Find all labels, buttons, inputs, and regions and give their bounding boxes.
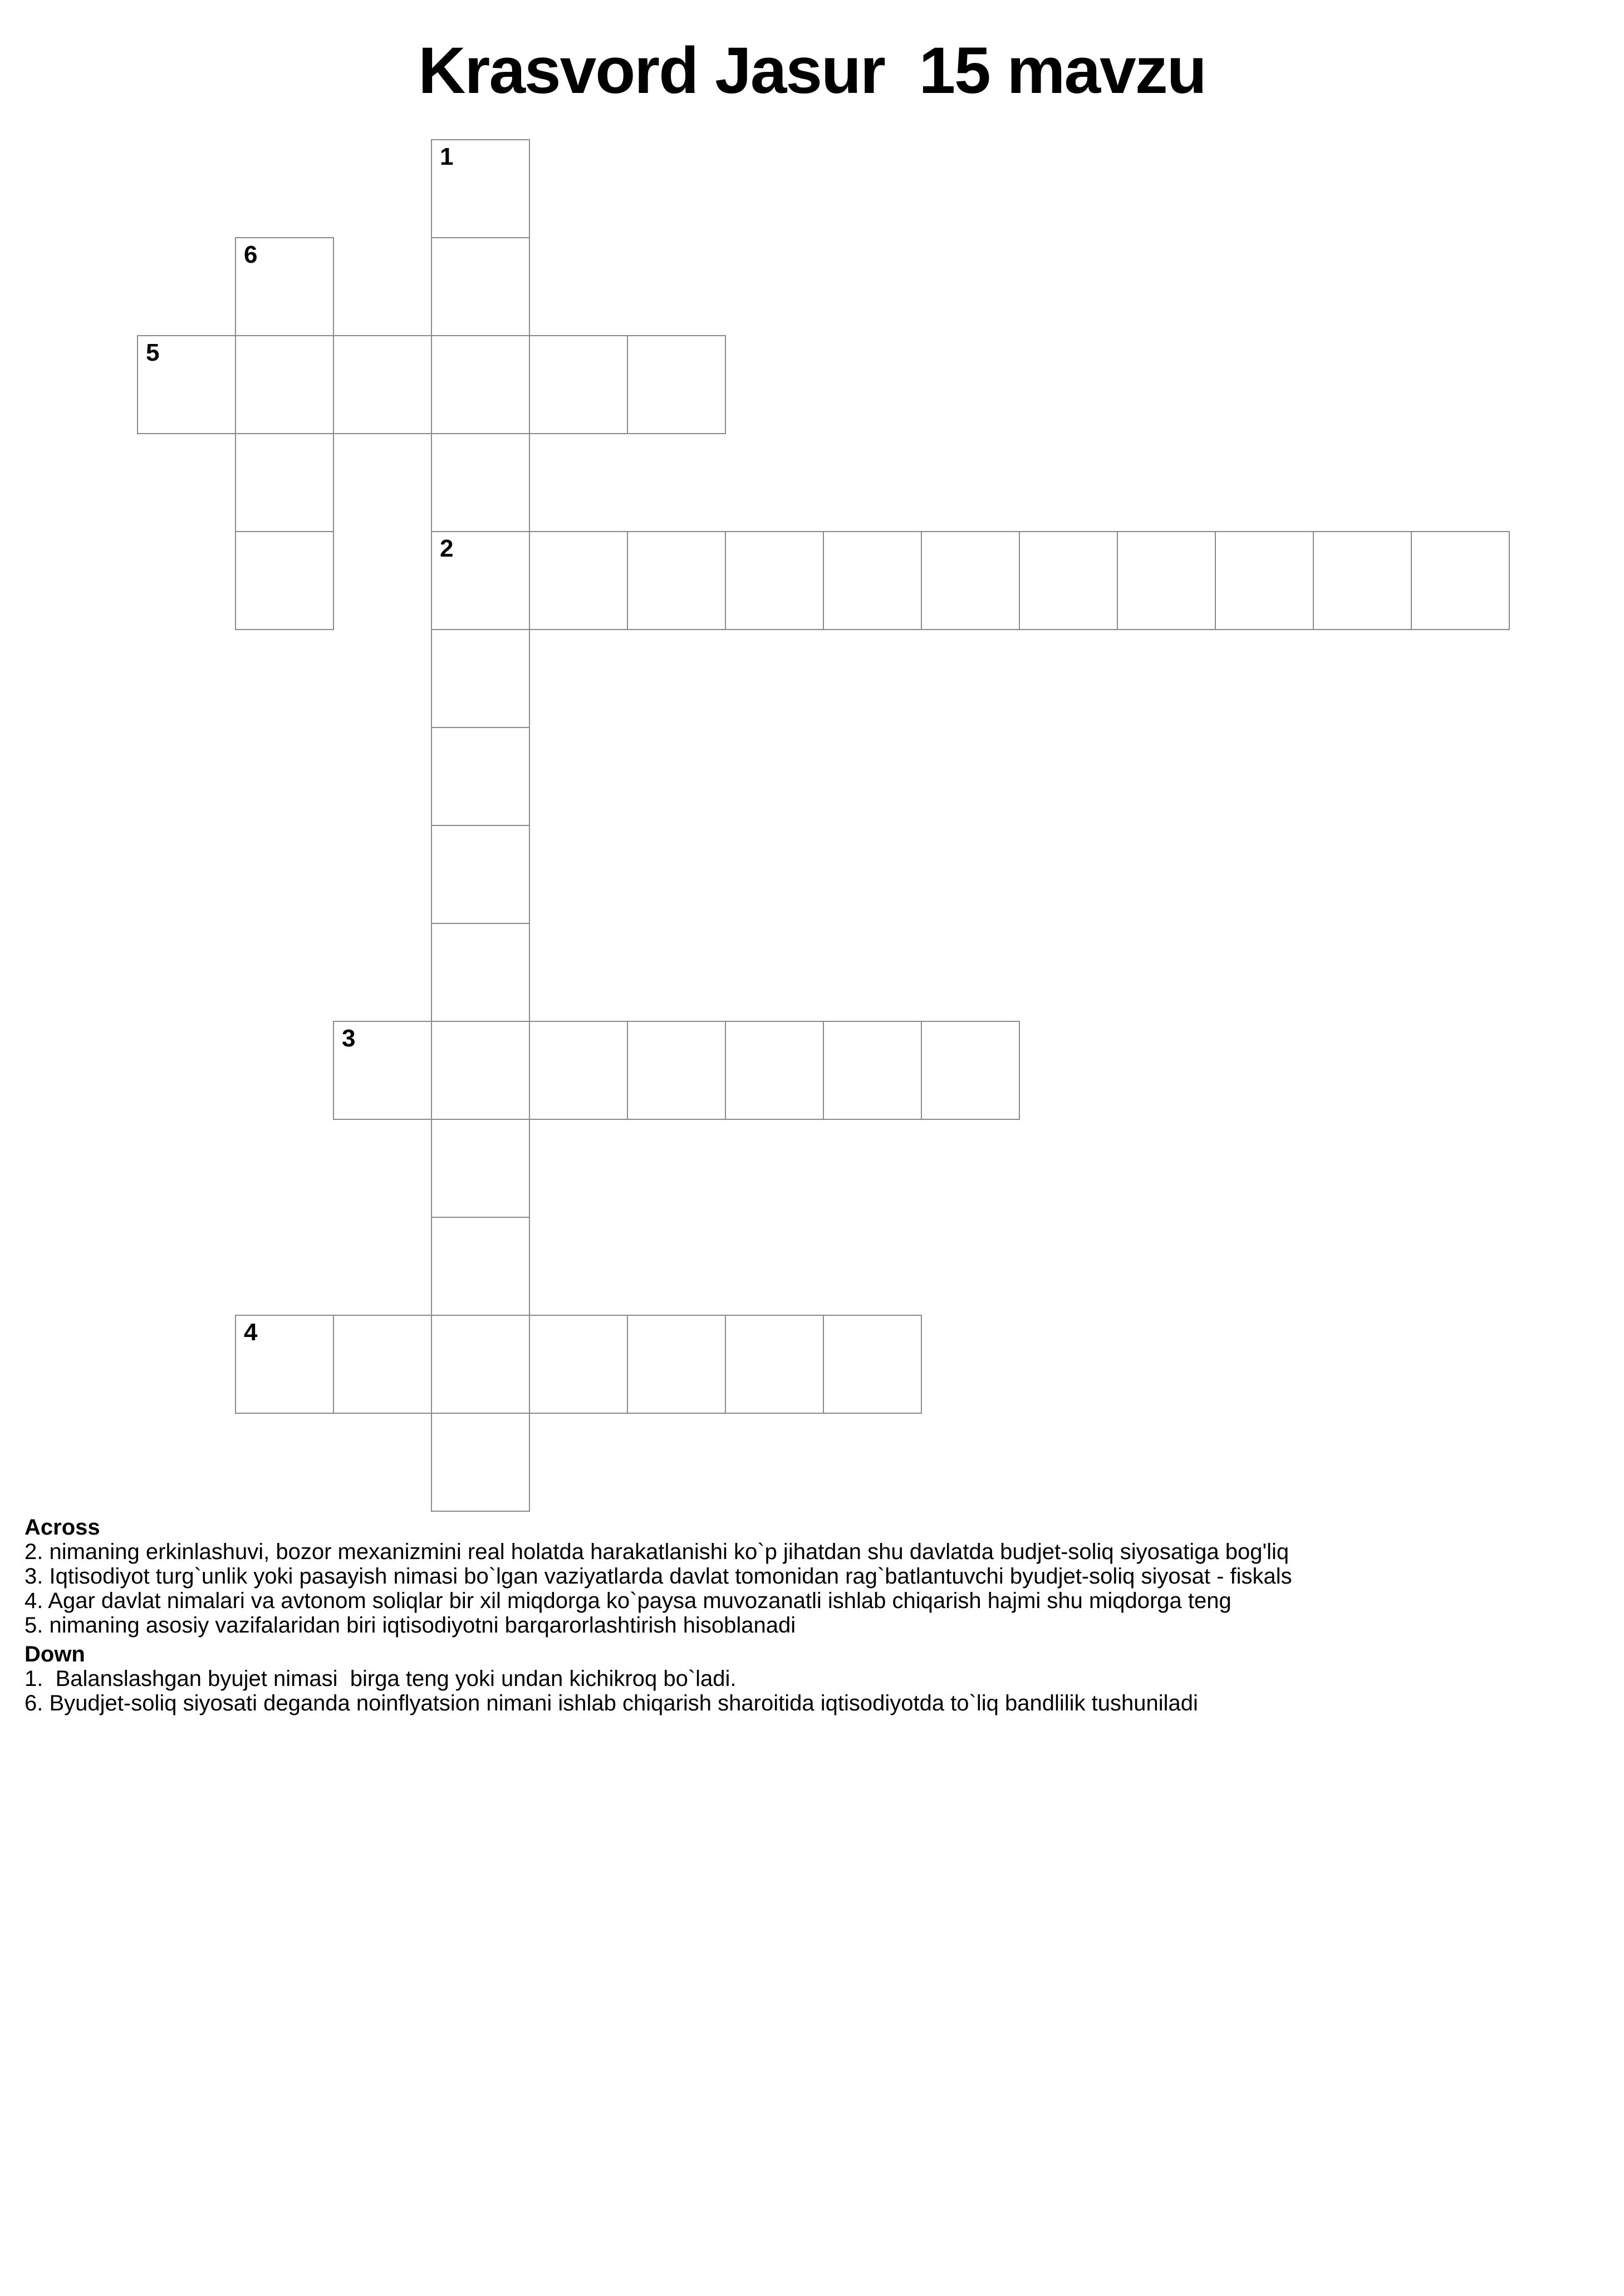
crossword-cell[interactable] [529, 531, 628, 630]
crossword-cell[interactable] [431, 825, 530, 924]
clues-section [24, 1515, 1594, 1720]
page-title: Krasvord Jasur 15 mavzu [418, 34, 1206, 107]
crossword-cell[interactable] [431, 237, 530, 336]
crossword-cell[interactable] [529, 1315, 628, 1414]
crossword-cell[interactable] [431, 531, 530, 630]
crossword-cell[interactable] [235, 237, 334, 336]
across-clue: 3. Iqtisodiyot turg`unlik yoki pasayish nimasi bo`lgan vaziyatlarda davlat tomonidan rag`batlantuvchi byudjet-soliq siyosat - fiskals [24, 1564, 1292, 1589]
crossword-cell[interactable] [627, 335, 726, 434]
crossword-cell[interactable] [823, 1315, 922, 1414]
crossword-cell[interactable] [431, 433, 530, 532]
crossword-cell[interactable] [431, 335, 530, 434]
crossword-cell[interactable] [1411, 531, 1510, 630]
cell-number: 2 [440, 535, 454, 562]
crossword-cell[interactable] [431, 139, 530, 238]
crossword-cell[interactable] [921, 1021, 1020, 1120]
across-clue: 2. nimaning erkinlashuvi, bozor mexanizmini real holatda harakatlanishi ko`p jihatdan shu davlatda budjet-soliq siyosatiga bog'liq [24, 1540, 1289, 1564]
crossword-cell[interactable] [627, 1021, 726, 1120]
crossword-cell[interactable] [1215, 531, 1314, 630]
crossword-cell[interactable] [627, 531, 726, 630]
crossword-cell[interactable] [529, 1021, 628, 1120]
down-clue-list [24, 1666, 1594, 1715]
crossword-cell[interactable] [1313, 531, 1412, 630]
crossword-cell[interactable] [627, 1315, 726, 1414]
crossword-cell[interactable] [725, 531, 824, 630]
crossword-cell[interactable] [235, 1315, 334, 1414]
crossword-cell[interactable] [431, 1021, 530, 1120]
crossword-cell[interactable] [725, 1021, 824, 1120]
cell-number: 5 [146, 339, 160, 366]
crossword-cell[interactable] [431, 727, 530, 826]
across-heading: Across [24, 1515, 100, 1540]
crossword-cell[interactable] [333, 1021, 432, 1120]
down-clue: 6. Byudjet-soliq siyosati deganda noinflyatsion nimani ishlab chiqarish sharoitida iqtisodiyotda to`liq bandlilik tushuniladi [24, 1691, 1198, 1715]
crossword-cell[interactable] [137, 335, 236, 434]
crossword-cell[interactable] [235, 433, 334, 532]
cell-number: 6 [244, 241, 258, 268]
crossword-cell[interactable] [823, 531, 922, 630]
down-clue: 1. Balanslashgan byujet nimasi birga teng yoki undan kichikroq bo`ladi. [24, 1666, 737, 1691]
across-clue: 4. Agar davlat nimalari va avtonom soliqlar bir xil miqdorga ko`paysa muvozanatli ishlab chiqarish hajmi shu miqdorga teng [24, 1589, 1232, 1613]
crossword-cell[interactable] [431, 1119, 530, 1218]
crossword-cell[interactable] [431, 629, 530, 728]
crossword-cell[interactable] [333, 335, 432, 434]
crossword-cell[interactable] [235, 335, 334, 434]
crossword-cell[interactable] [431, 923, 530, 1022]
crossword-grid [137, 139, 1509, 1511]
cell-number: 1 [440, 143, 454, 170]
crossword-cell[interactable] [921, 531, 1020, 630]
down-heading: Down [24, 1642, 85, 1666]
crossword-cell[interactable] [529, 335, 628, 434]
crossword-cell[interactable] [431, 1413, 530, 1512]
crossword-cell[interactable] [1019, 531, 1118, 630]
crossword-cell[interactable] [431, 1315, 530, 1414]
cell-number: 3 [342, 1025, 356, 1052]
crossword-cell[interactable] [235, 531, 334, 630]
crossword-cell[interactable] [431, 1217, 530, 1316]
crossword-cell[interactable] [823, 1021, 922, 1120]
crossword-cell[interactable] [333, 1315, 432, 1414]
across-clue: 5. nimaning asosiy vazifalaridan biri iqtisodiyotni barqarorlashtirish hisoblanadi [24, 1613, 796, 1638]
crossword-cell[interactable] [725, 1315, 824, 1414]
across-clue-list [24, 1540, 1594, 1638]
crossword-cell[interactable] [1117, 531, 1216, 630]
cell-number: 4 [244, 1319, 258, 1346]
